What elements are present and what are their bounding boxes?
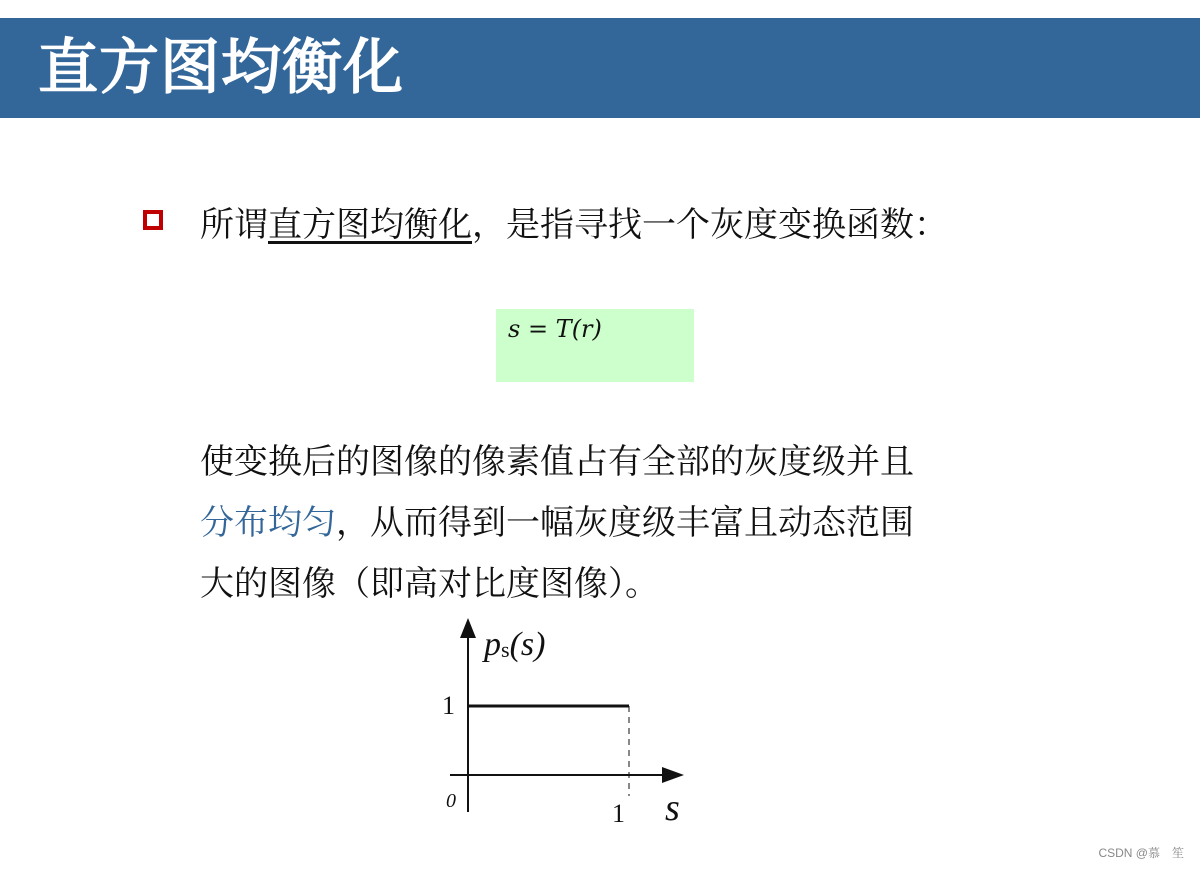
intro-sentence xyxy=(200,202,948,248)
formula-box xyxy=(496,309,694,382)
formula: s = T(r) xyxy=(508,315,602,343)
page-title: 直方图均衡化 xyxy=(38,33,404,103)
y-axis-arrow-icon xyxy=(460,618,476,638)
y-label-arg: (s) xyxy=(509,626,546,663)
x-axis-label: s xyxy=(665,787,680,829)
paragraph-line-2 xyxy=(200,493,1060,554)
intro-prefix: 所谓 xyxy=(200,205,268,245)
y-label-sub: s xyxy=(501,637,510,662)
x-tick-label: 1 xyxy=(612,799,625,828)
description-paragraph xyxy=(200,432,1060,615)
y-tick-label: 1 xyxy=(442,691,455,720)
paragraph-line-2-rest: ，从而得到一幅灰度级丰富且动态范围 xyxy=(336,503,914,543)
bullet-square-icon xyxy=(143,210,163,230)
paragraph-line-1: 使变换后的图像的像素值占有全部的灰度级并且 xyxy=(200,442,914,482)
intro-term: 直方图均衡化 xyxy=(268,205,472,245)
highlight-text: 分布均匀 xyxy=(200,503,336,543)
title-bar xyxy=(0,18,1200,118)
origin-label: 0 xyxy=(446,790,456,812)
uniform-histogram-graph xyxy=(430,612,710,842)
x-axis-arrow-icon xyxy=(662,767,684,783)
intro-suffix: ，是指寻找一个灰度变换函数： xyxy=(472,205,948,245)
y-label-p: p xyxy=(484,626,501,663)
watermark: CSDN @慕 笙 xyxy=(1098,846,1184,860)
y-axis-label xyxy=(482,626,545,663)
paragraph-line-3: 大的图像（即高对比度图像）。 xyxy=(200,564,659,604)
